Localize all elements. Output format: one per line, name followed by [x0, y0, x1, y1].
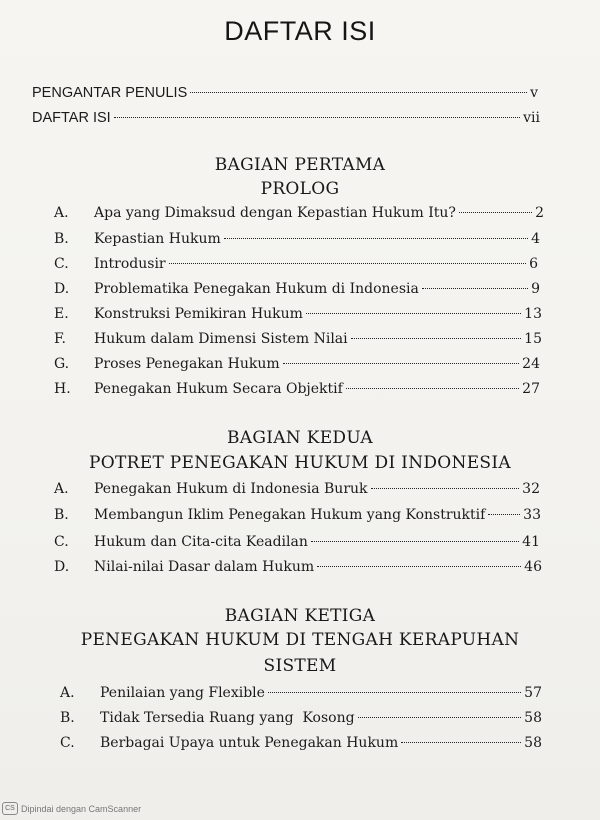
toc-page-number: 13 [524, 306, 542, 322]
toc-entry [54, 280, 540, 298]
toc-entry-letter: B. [54, 507, 69, 523]
leader-dots [371, 488, 520, 489]
toc-page-number: 9 [531, 281, 540, 297]
toc-entry-text: Hukum dalam Dimensi Sistem Nilai [94, 331, 348, 347]
toc-entry-letter: C. [60, 735, 75, 751]
toc-page-number: 58 [524, 735, 542, 751]
toc-entry [60, 709, 542, 727]
toc-entry-letter: A. [60, 685, 75, 701]
leader-dots [346, 388, 519, 389]
toc-entry-letter: F. [54, 331, 66, 347]
leader-dots [422, 288, 528, 289]
toc-entry [54, 204, 544, 222]
toc-entry [54, 330, 542, 348]
toc-entry [54, 255, 538, 273]
toc-page-number: 6 [529, 256, 538, 272]
toc-entry [54, 355, 540, 373]
toc-entry-text: Konstruksi Pemikiran Hukum [94, 306, 303, 322]
toc-entry-text: Kepastian Hukum [94, 231, 221, 247]
section-heading-part: BAGIAN PERTAMA [214, 155, 386, 175]
toc-page-number: 24 [522, 356, 540, 372]
scanner-watermark-text: Dipindai dengan CamScanner [21, 803, 142, 814]
toc-entry-letter: H. [54, 381, 71, 397]
toc-entry-letter: E. [54, 306, 69, 322]
toc-entry [54, 533, 540, 551]
toc-page-number: 27 [522, 381, 540, 397]
toc-entry [54, 558, 542, 576]
leader-dots [311, 541, 519, 542]
leader-dots [268, 692, 521, 693]
toc-entry-text: Proses Penegakan Hukum [94, 356, 280, 372]
section-heading-part: BAGIAN KETIGA [224, 606, 376, 626]
toc-entry-text: Penilaian yang Flexible [100, 685, 265, 701]
toc-entry-text: DAFTAR ISI [32, 110, 111, 126]
toc-entry-contents [32, 109, 540, 127]
toc-entry [60, 684, 542, 702]
camscanner-logo-icon: CS [2, 802, 18, 815]
leader-dots [190, 92, 527, 93]
toc-entry-text: Penegakan Hukum di Indonesia Buruk [94, 481, 368, 497]
toc-page-number: 41 [522, 534, 540, 550]
toc-page-number: 58 [524, 710, 542, 726]
toc-entry-text: Tidak Tersedia Ruang yang Kosong [100, 710, 355, 726]
section-heading-part: BAGIAN KEDUA [226, 428, 374, 448]
leader-dots [283, 363, 520, 364]
leader-dots [317, 566, 521, 567]
toc-entry-letter: C. [54, 256, 69, 272]
section-heading-title: POTRET PENEGAKAN HUKUM DI INDONESIA [89, 453, 511, 473]
leader-dots [358, 717, 522, 718]
toc-entry-letter: B. [54, 231, 69, 247]
toc-entry [54, 305, 542, 323]
toc-entry-text: Berbagai Upaya untuk Penegakan Hukum [100, 735, 399, 751]
toc-page-number: 32 [522, 481, 540, 497]
toc-entry [54, 380, 540, 398]
toc-page-number: 15 [524, 331, 542, 347]
leader-dots [401, 742, 521, 743]
leader-dots [459, 212, 532, 213]
toc-entry-text: Membangun Iklim Penegakan Hukum yang Konstruktif [94, 507, 486, 523]
toc-entry-text: Penegakan Hukum Secara Objektif [94, 381, 343, 397]
toc-entry-letter: G. [54, 356, 70, 372]
toc-entry-letter: A. [54, 205, 69, 221]
toc-page-number: v [530, 85, 538, 101]
leader-dots [488, 514, 520, 515]
leader-dots [169, 263, 526, 264]
toc-entry-letter: C. [54, 534, 69, 550]
toc-page-number: 4 [531, 231, 540, 247]
toc-entry-letter: D. [54, 559, 70, 575]
toc-entry-letter: B. [60, 710, 75, 726]
toc-entry [60, 734, 542, 752]
toc-page-number: 2 [535, 205, 544, 221]
toc-entry-text: PENGANTAR PENULIS [32, 85, 188, 101]
leader-dots [114, 117, 520, 118]
toc-entry-foreword [32, 84, 538, 102]
toc-entry-text: Introdusir [94, 256, 166, 272]
toc-page-number: 57 [524, 685, 542, 701]
leader-dots [306, 313, 521, 314]
toc-page-number: 46 [524, 559, 542, 575]
toc-page-number: vii [523, 110, 540, 126]
toc-entry-letter: D. [54, 281, 70, 297]
section-heading-title-cont: SISTEM [263, 656, 337, 676]
toc-entry [54, 230, 540, 248]
section-heading-title: PROLOG [260, 179, 340, 199]
toc-entry [54, 480, 540, 498]
toc-entry-text: Problematika Penegakan Hukum di Indonesia [94, 281, 419, 297]
leader-dots [224, 238, 528, 239]
section-heading-title: PENEGAKAN HUKUM DI TENGAH KERAPUHAN [80, 630, 520, 650]
toc-entry-text: Nilai-nilai Dasar dalam Hukum [94, 559, 315, 575]
toc-entry-letter: A. [54, 481, 69, 497]
leader-dots [351, 338, 522, 339]
toc-entry [54, 506, 541, 524]
scanner-watermark [2, 802, 141, 815]
toc-page-number: 33 [523, 507, 541, 523]
toc-entry-text: Apa yang Dimaksud dengan Kepastian Hukum Itu? [94, 205, 456, 221]
toc-entry-text: Hukum dan Cita-cita Keadilan [94, 534, 308, 550]
page-title: DAFTAR ISI [224, 16, 376, 46]
